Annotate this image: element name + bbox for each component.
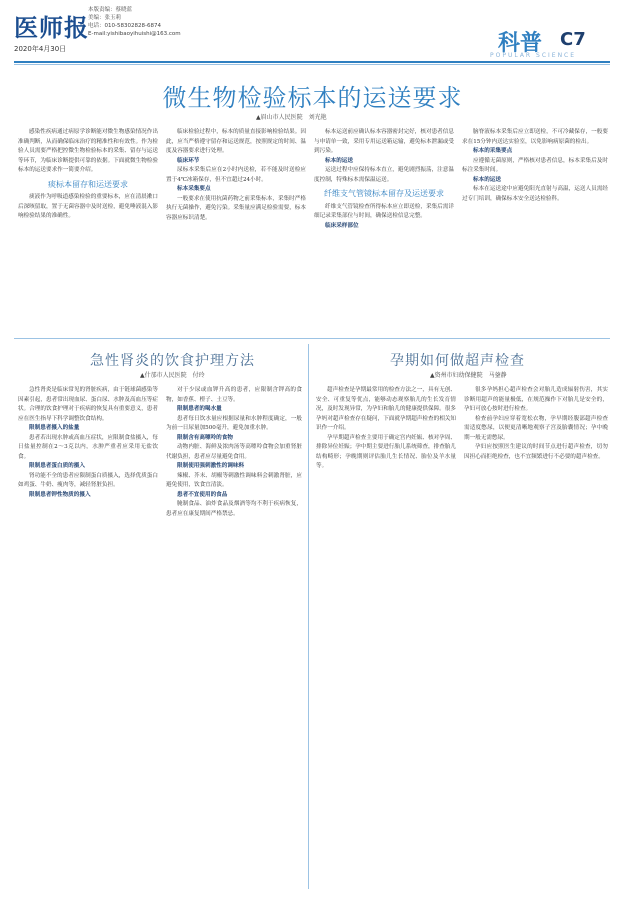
article2-column-2 — [166, 386, 302, 886]
paragraph: 应遵循无菌原则，严格核对患者信息，标本采集后及时标注采集时间。 — [462, 157, 608, 173]
editor-info-line: 美编：张玉莉 — [88, 15, 122, 21]
article3-column-2 — [464, 386, 608, 886]
paragraph: 感染性疾病通过病原学诊断能对微生物感染情况作出准确判断，从而确保临床治疗的精准性和有效性。作为检验人员需要严格把控微生物检验标本的采集、留存与运送等环节，为临床诊断提供可靠的依据。下面就微生物检验标本的运送要求作一简要介绍。 — [18, 129, 158, 173]
lead-in: 限制患者蛋白质的摄入 — [29, 463, 85, 469]
paragraph: 检查前孕妇应穿着宽松衣物，孕早期经腹部超声检查需适度憋尿，以便更清晰地观察子宫及胎囊情况；孕中晚期一般无需憋尿。 — [464, 415, 608, 441]
paragraph: 标本运送前应确认标本容器密封完好，核对患者信息与申请单一致，采用专用运送箱运输，避免标本泄漏或受到污染。 — [314, 129, 454, 154]
lead-in: 标本的采集要点 — [473, 148, 513, 154]
paragraph: 纤维支气管镜检查所得标本应立即送检，采集后需详细记录采集部位与时间，确保送检信息完整。 — [314, 203, 454, 219]
paragraph: 动物内脏、海鲜及浓肉汤等高嘌呤食物会加重肾脏代谢负担，患者应尽量避免食用。 — [166, 444, 302, 460]
lead-in: 标本的运送 — [325, 157, 353, 164]
page-number: C7 — [560, 29, 586, 50]
editor-info-line: 电话：010-58302828-6874 — [88, 23, 161, 29]
paragraph: 腌制食品、油炸食品及烟酒等均不利于疾病恢复，患者应在康复期间严格禁忌。 — [166, 501, 302, 517]
article1-title: 微生物检验标本的运送要求 — [162, 84, 463, 112]
paragraph: 患者若出现水肿或高血压症状，应限制食盐摄入，每日盐量控制在2～3克以内，水肿严重者应采用无盐饮食。 — [18, 434, 158, 460]
paragraph: 尿标本采集后应在2小时内送检，若不能及时送检应置于4℃冰箱保存，但不宜超过24小时。 — [166, 167, 306, 183]
header-rule-thin — [14, 64, 610, 65]
paragraph: 很多孕妈担心超声检查会对胎儿造成辐射伤害，其实诊断用超声的能量极低，在规范操作下对胎儿是安全的，孕妇可放心按时进行检查。 — [464, 387, 608, 412]
article1-column-3 — [314, 128, 454, 328]
lead-in: 限制患者的喝水量 — [177, 406, 222, 412]
paragraph: 辣椒、芥末、胡椒等刺激性调味料会刺激肾脏，应避免使用，饮食宜清淡。 — [166, 472, 302, 488]
subheading: 纤维支气管镜标本留存及运送要求 — [324, 189, 444, 198]
article2-column-1 — [18, 386, 158, 886]
lead-in: 限制患者摄入的盐量 — [29, 425, 80, 431]
article3-title: 孕期如何做超声检查 — [390, 353, 525, 369]
masthead — [0, 0, 625, 62]
lead-in: 临床环节 — [177, 157, 200, 164]
lead-in: 标本采集要点 — [177, 186, 211, 192]
paragraph: 痰液作为呼吸道感染检验的重要标本，应在清晨漱口后深咳留取，置于无菌容器中及时送检，避免唾液混入影响检验结果的准确性。 — [18, 194, 158, 219]
subheading: 痰标本留存和运送要求 — [48, 179, 128, 189]
paragraph: 患者每日饮水量应根据尿量和水肿程度确定，一般为前一日尿量加500毫升，避免加重水肿。 — [166, 415, 302, 431]
editor-info-line: E-mail:yishibaoyihuishi@163.com — [88, 31, 181, 37]
article2-byline: ▲什邡市人民医院 付玲 — [140, 372, 205, 379]
paragraph: 临床检验过程中，标本的质量直接影响检验结果。因此，应当严格遵守留存和运送规范，按照规定的时间、温度及容器要求进行处理。 — [166, 129, 306, 154]
section-title: 科普 — [498, 31, 543, 56]
editor-info-line: 本版责编：蔡晓蓝 — [88, 7, 133, 13]
paragraph: 运送过程中应保持标本直立，避免剧烈振荡，注意温度控制，特殊标本需保温运送。 — [314, 167, 454, 183]
article1-column-2 — [166, 128, 306, 328]
article2-title: 急性肾炎的饮食护理方法 — [90, 353, 255, 369]
paragraph: 超声检查是孕期最常用的检查方法之一，具有无创、安全、可重复等优点，能够动态观察胎儿的生长发育情况，及时发现异常，为孕妇和胎儿的健康提供保障。很多孕妈对超声检查存在疑问，下面就孕期超声检查的相关知识作一介绍。 — [316, 387, 456, 431]
lead-in: 标本的运送 — [473, 176, 501, 183]
article3-column-1 — [316, 386, 456, 886]
article1-column-4 — [462, 128, 608, 328]
column-divider — [308, 344, 309, 889]
paragraph: 对于少尿或血钾升高的患者，应限制含钾高的食物，如香蕉、橙子、土豆等。 — [166, 387, 302, 403]
paragraph: 脑脊液标本采集后应立即送检，不可冷藏保存，一般要求在15分钟内送达实验室，以免影响病原菌的检出。 — [462, 129, 608, 145]
lead-in: 临床采样部位 — [325, 222, 359, 229]
article3-byline: ▲资州市妇幼保健院 马蓥静 — [430, 372, 507, 379]
paragraph: 孕妇应按照医生建议的时间节点进行超声检查，切勿因担心而拒绝检查，也不宜频繁进行不必要的超声检查。 — [464, 444, 608, 460]
newspaper-logo: 医师报 — [14, 14, 89, 42]
section-english: POPULAR SCIENCE — [490, 52, 577, 59]
lead-in: 限制含有高嘌呤的食物 — [177, 434, 233, 441]
paragraph: 肾功能不全的患者应限制蛋白质摄入，选择优质蛋白如鸡蛋、牛奶、瘦肉等，减轻肾脏负担。 — [18, 472, 158, 488]
lead-in: 限制使用强刺激性的调味料 — [177, 463, 245, 469]
paragraph: 一般要求在使用抗菌药物之前采集标本，采集时严格执行无菌操作，避免污染。采集量应满足检验需要，标本容器应标识清楚。 — [166, 195, 306, 221]
paragraph: 标本在运送途中应避免阳光直射与高温，运送人员需经过专门培训，确保标本安全送达检验科。 — [462, 186, 608, 202]
lead-in: 限制患者钾性物质的摄入 — [29, 491, 91, 498]
paragraph: 急性肾炎是临床常见的肾脏疾病，由于链球菌感染等因素引起，患者常出现血尿、蛋白尿、水肿及高血压等症状。合理的饮食护理对于疾病的恢复具有重要意义，患者应在医生指导下科学调整饮食结构。 — [18, 387, 158, 422]
article1-byline: ▲眉山市人民医院 刘光艳 — [256, 114, 327, 121]
paragraph: 孕早期超声检查主要用于确定宫内妊娠、核对孕周、排除异位妊娠；孕中期主要进行胎儿系统筛查，排查胎儿结构畸形；孕晚期则评估胎儿生长情况、胎位及羊水量等。 — [316, 434, 456, 469]
article-divider — [14, 338, 610, 339]
issue-date: 2020年4月30日 — [14, 45, 67, 53]
editor-info — [88, 6, 198, 38]
header-rule — [14, 61, 610, 63]
lead-in: 患者不宜使用的食品 — [177, 491, 228, 498]
article1-column-1 — [18, 128, 158, 328]
